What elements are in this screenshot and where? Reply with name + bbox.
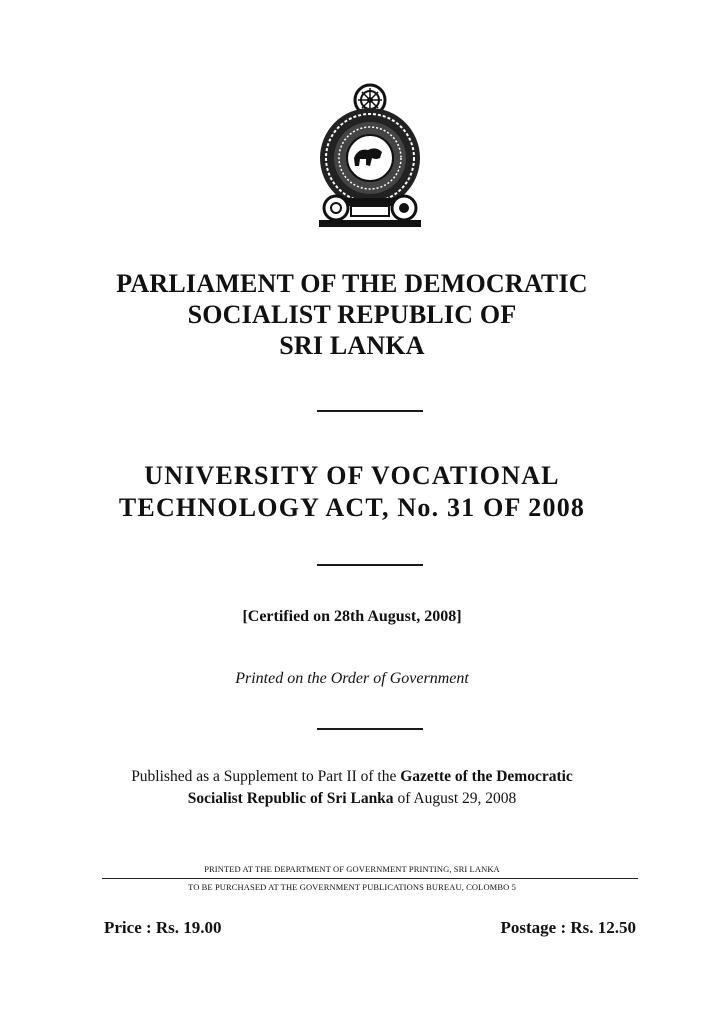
heading-line-2: SOCIALIST REPUBLIC OF [187,300,517,329]
national-emblem-icon [309,80,431,230]
price: Price : Rs. 19.00 [104,918,222,937]
divider [317,728,423,730]
heading-line-1: PARLIAMENT OF THE DEMOCRATIC [116,269,588,298]
printed-at: PRINTED AT THE DEPARTMENT OF GOVERNMENT PRINTING, SRI LANKA [204,864,500,874]
act-title-line-1: UNIVERSITY OF VOCATIONAL [144,461,560,490]
divider [317,410,423,412]
publication-statement: Published as a Supplement to Part II of the Gazette of the Democratic Socialist Republic of Sri Lanka of August 29, 2008 [131,768,573,807]
printed-order: Printed on the Order of Government [235,670,469,687]
act-title [0,460,704,524]
footer-rule [102,878,638,879]
certified-date: [Certified on 28th August, 2008] [242,608,462,625]
divider [317,564,423,566]
parliament-heading [0,268,704,361]
purchase-at: TO BE PURCHASED AT THE GOVERNMENT PUBLICATIONS BUREAU, COLOMBO 5 [188,882,516,892]
act-title-line-2: TECHNOLOGY ACT, No. 31 OF 2008 [118,493,586,522]
heading-line-3: SRI LANKA [279,331,425,360]
postage: Postage : Rs. 12.50 [500,918,636,937]
